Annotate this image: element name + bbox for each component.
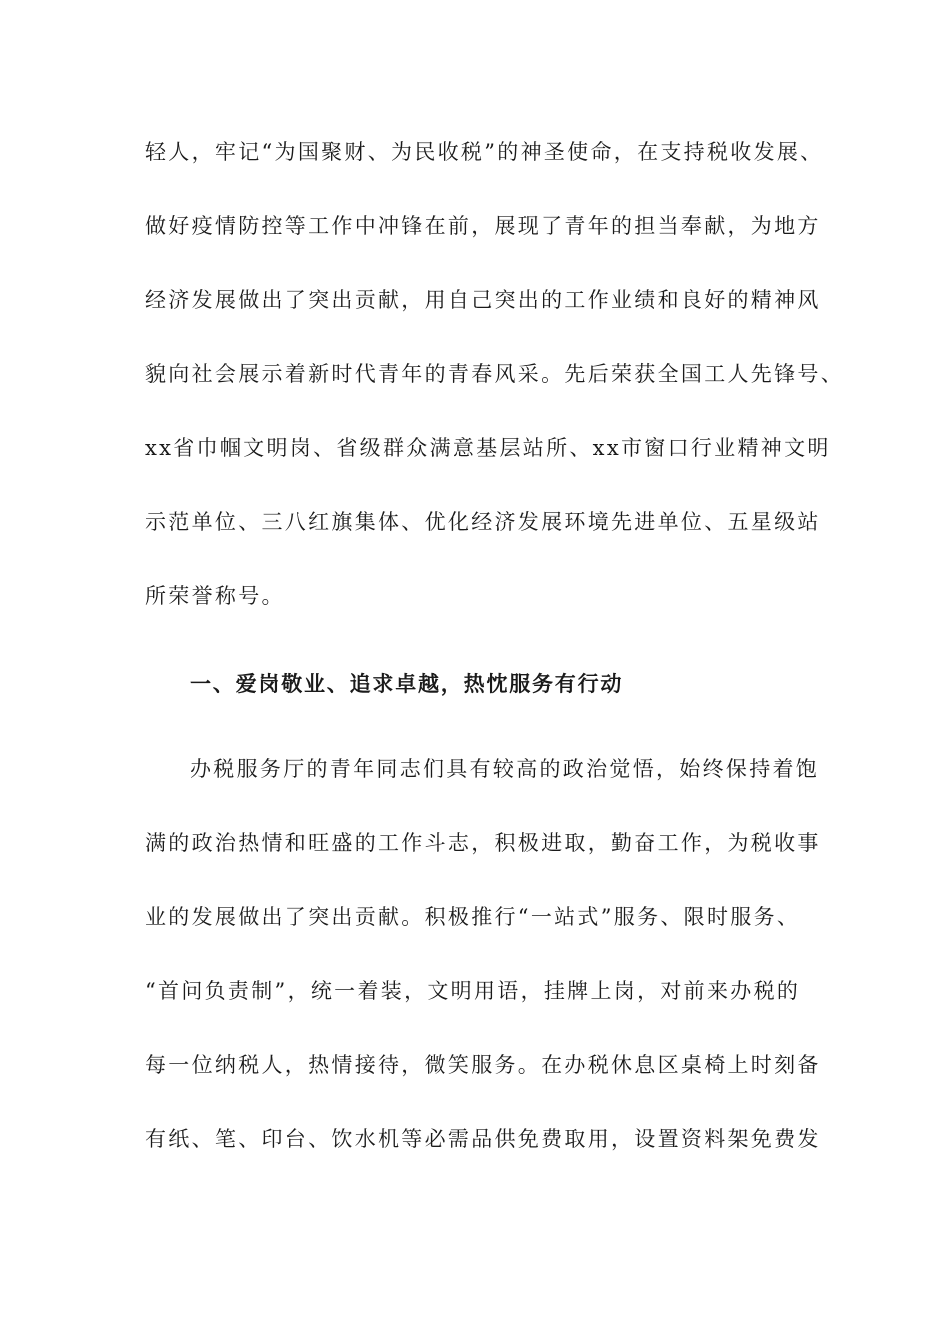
paragraph-line: 貌向社会展示着新时代青年的青春风采。先后荣获全国工人先锋号、 xyxy=(145,362,844,386)
paragraph-line: xx省巾帼文明岗、省级群众满意基层站所、xx市窗口行业精神文明 xyxy=(145,436,831,460)
paragraph-line: “首问负责制”，统一着装，文明用语，挂牌上岗，对前来办税的 xyxy=(145,979,801,1003)
paragraph-line: 每一位纳税人，热情接待，微笑服务。在办税休息区桌椅上时刻备 xyxy=(145,1053,821,1077)
paragraph-line: 做好疫情防控等工作中冲锋在前，展现了青年的担当奉献，为地方 xyxy=(145,214,821,238)
paragraph-line: 轻人，牢记“为国聚财、为民收税”的神圣使命，在支持税收发展、 xyxy=(145,140,824,164)
paragraph-line: 业的发展做出了突出贡献。积极推行“一站式”服务、限时服务、 xyxy=(145,905,801,929)
paragraph-line: 满的政治热情和旺盛的工作斗志，积极进取，勤奋工作，为税收事 xyxy=(145,831,821,855)
paragraph-line: 经济发展做出了突出贡献，用自己突出的工作业绩和良好的精神风 xyxy=(145,288,821,312)
paragraph-line: 办税服务厅的青年同志们具有较高的政治觉悟，始终保持着饱 xyxy=(190,757,820,781)
paragraph-line: 所荣誉称号。 xyxy=(145,584,285,608)
paragraph-line: 示范单位、三八红旗集体、优化经济发展环境先进单位、五星级站 xyxy=(145,510,821,534)
paragraph-line: 有纸、笔、印台、饮水机等必需品供免费取用，设置资料架免费发 xyxy=(145,1127,821,1151)
section-heading: 一、爱岗敬业、追求卓越，热忱服务有行动 xyxy=(190,672,624,696)
